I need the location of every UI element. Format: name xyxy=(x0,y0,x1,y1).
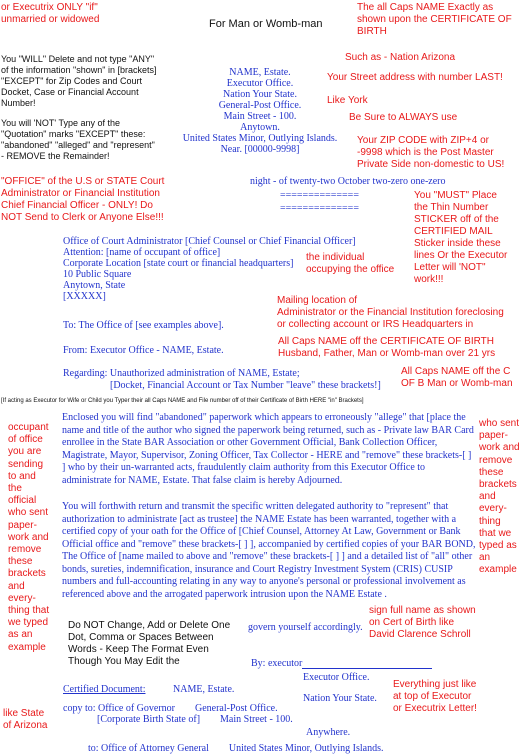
signature-line[interactable] xyxy=(302,668,432,669)
sender-address: NAME, Estate. Executor Office. Nation Your State. General-Post Office. Main Street - 100. Anytown. United States Minor, Outlying Islands. Near. [00000-9998] xyxy=(182,67,338,155)
to-line: To: The Office of [see examples above]. xyxy=(63,320,224,331)
regarding-line: Regarding: Unauthorized administration of NAME, Estate; xyxy=(63,368,300,379)
certified-document-label: Certified Document: xyxy=(63,684,146,695)
sticker-line-bottom: ============== xyxy=(280,203,359,214)
like-york-note: Like York xyxy=(327,95,368,106)
body-paragraph-1: Enclosed you will find "abandoned" paperwork which appears to erroneously "allege" that [place the name and title of the author who signed the paperwork being returned, such as - Private law BAR Card enrollee in the State BAR Association or other Government Official, Bank Collection Officer, Magistrate, Mayor, Supervisor, Zoning Officer, Tax Collector - HERE and "remove" these brackets-[ ] ] who by their un-warranted acts, fraudulently claim authority from this Executor Office to administrate for NAME, Estate. That false claim is hereby Adjourned. xyxy=(62,412,474,486)
everything-note: Everything just like at top of Executor or Executrix Letter! xyxy=(393,679,477,714)
caps-birth-note: All Caps NAME off the CERTIFICATE OF BIRTH Husband, Father, Man or Womb-man over 21 yrs xyxy=(278,336,496,359)
wife-child-note: [If acting as Executor for Wife or Child you Typer their all Caps NAME and File number off of their Certificate of Birth HERE "in" Brackets] xyxy=(1,398,364,404)
body-paragraph-2: You will forthwith return and transmit the specific written delegated authority to "represent" that authorization to administrate [act as trustee] the NAME Estate has been warranted, together with a certified copy of your oath for the Office of [Chief Counsel, Attorney At Law, Government or Bank Official office and "remove" these brackets-[ ] ], accompanied by certified copies of your BAR BOND, The Office of [name mailed to above and "remove" these brackets-[ ] ] and a detailed list of "all" other bonds, sureties, indemnification, insurance and Court Registry Investment System (CRIS) CUSIP numbers and full-accounting relating in any way to anyone's personal or professional involvement as referenced above and the arrogated paperwork intrusion upon the NAME Estate . xyxy=(62,501,476,600)
office-note: "OFFICE" of the U.S or STATE Court Administrator or Financial Institution Chief Financial Officer - ONLY! Do NOT Send to Clerk or Anyone Else!!! xyxy=(1,176,165,223)
signature-state: Nation Your State. xyxy=(303,693,377,704)
sticker-line-top: ============== xyxy=(280,190,359,201)
from-line: From: Executor Office - NAME, Estate. xyxy=(63,345,224,356)
certified-name: NAME, Estate. xyxy=(173,684,235,695)
date-line: night - of twenty-two October two-zero one-zero xyxy=(250,176,446,187)
mail-sticker-note: You "MUST" Place the Thin Number STICKER off of the CERTIFIED MAIL Sticker inside these lines Or the Executor Letter will 'NOT" work!!! xyxy=(414,190,508,285)
regarding-note: All Caps NAME off the C OF B Man or Womb-man xyxy=(401,366,513,389)
zip-code-note: Your ZIP CODE with ZIP+4 or -9998 which is the Post Master Private Side non-domestic to US! xyxy=(357,135,505,170)
right-margin-note: who sent paper- work and remove these brackets and every- thing that we typed as an example xyxy=(479,418,520,576)
delete-instructions: You "WILL" Delete and not type "ANY" of the information "shown" in [brackets] "EXCEPT" for Zip Codes and Court Docket, Case or Financial Account Number! xyxy=(1,54,157,108)
signature-label: By: executor xyxy=(251,658,303,669)
state-example-note: like State of Arizona xyxy=(3,708,48,731)
example-state-note: Such as - Nation Arizona xyxy=(345,52,456,63)
sign-name-note: sign full name as shown on Cert of Birth like David Clarence Schroll xyxy=(369,605,476,640)
attorney-general-line: to: Office of Attorney General United States Minor, Outlying Islands. xyxy=(88,743,384,754)
recipient-address: Office of Court Administrator [Chief Counsel or Chief Financial Officer] Attention: [name of occupant of office] Corporate Location [state court or financial headquarters] 10 Public Square Anytown, State [XXXXX] xyxy=(63,236,356,302)
signature-office: Executor Office. xyxy=(303,672,370,683)
gender-heading: For Man or Womb-man xyxy=(209,18,323,30)
always-use-note: Be Sure to ALWAYS use xyxy=(349,112,458,123)
executrix-note: or Executrix ONLY "if" unmarried or widowed xyxy=(1,2,100,25)
format-note: Do NOT Change, Add or Delete One Dot, Comma or Spaces Between Words - Keep The Format Even Though You May Edit the xyxy=(68,620,231,667)
caps-name-note: The all Caps NAME Exactly as shown upon the CERTIFICATE OF BIRTH xyxy=(357,2,512,37)
copy-birth-state-line: [Corporate Birth State of] Main Street - 100. xyxy=(97,714,293,725)
regarding-docket-line: [Docket, Financial Account or Tax Number "leave" these brackets!] xyxy=(110,380,381,391)
individual-note: the individual occupying the office xyxy=(306,252,395,275)
copy-to-line: copy to: Office of Governor General-Post Office. xyxy=(63,703,278,714)
mailing-location-note: Mailing location of Administrator or the Financial Institution foreclosing or collecting account or IRS Headquarters in xyxy=(277,295,504,330)
left-margin-note: occupant of office you are sending to and the official who sent paper- work and remove these brackets and every- thing that we typed as an example xyxy=(8,422,50,653)
street-note: Your Street address with number LAST! xyxy=(327,72,503,83)
quotation-instructions: You will 'NOT' Type any of the "Quotation" marks "EXCEPT" these: "abandoned" "alleged" and "represent" - REMOVE the Remainder! xyxy=(1,118,155,161)
copy-anywhere-line: Anywhere. xyxy=(306,727,351,738)
govern-line: govern yourself accordingly. xyxy=(248,622,363,633)
